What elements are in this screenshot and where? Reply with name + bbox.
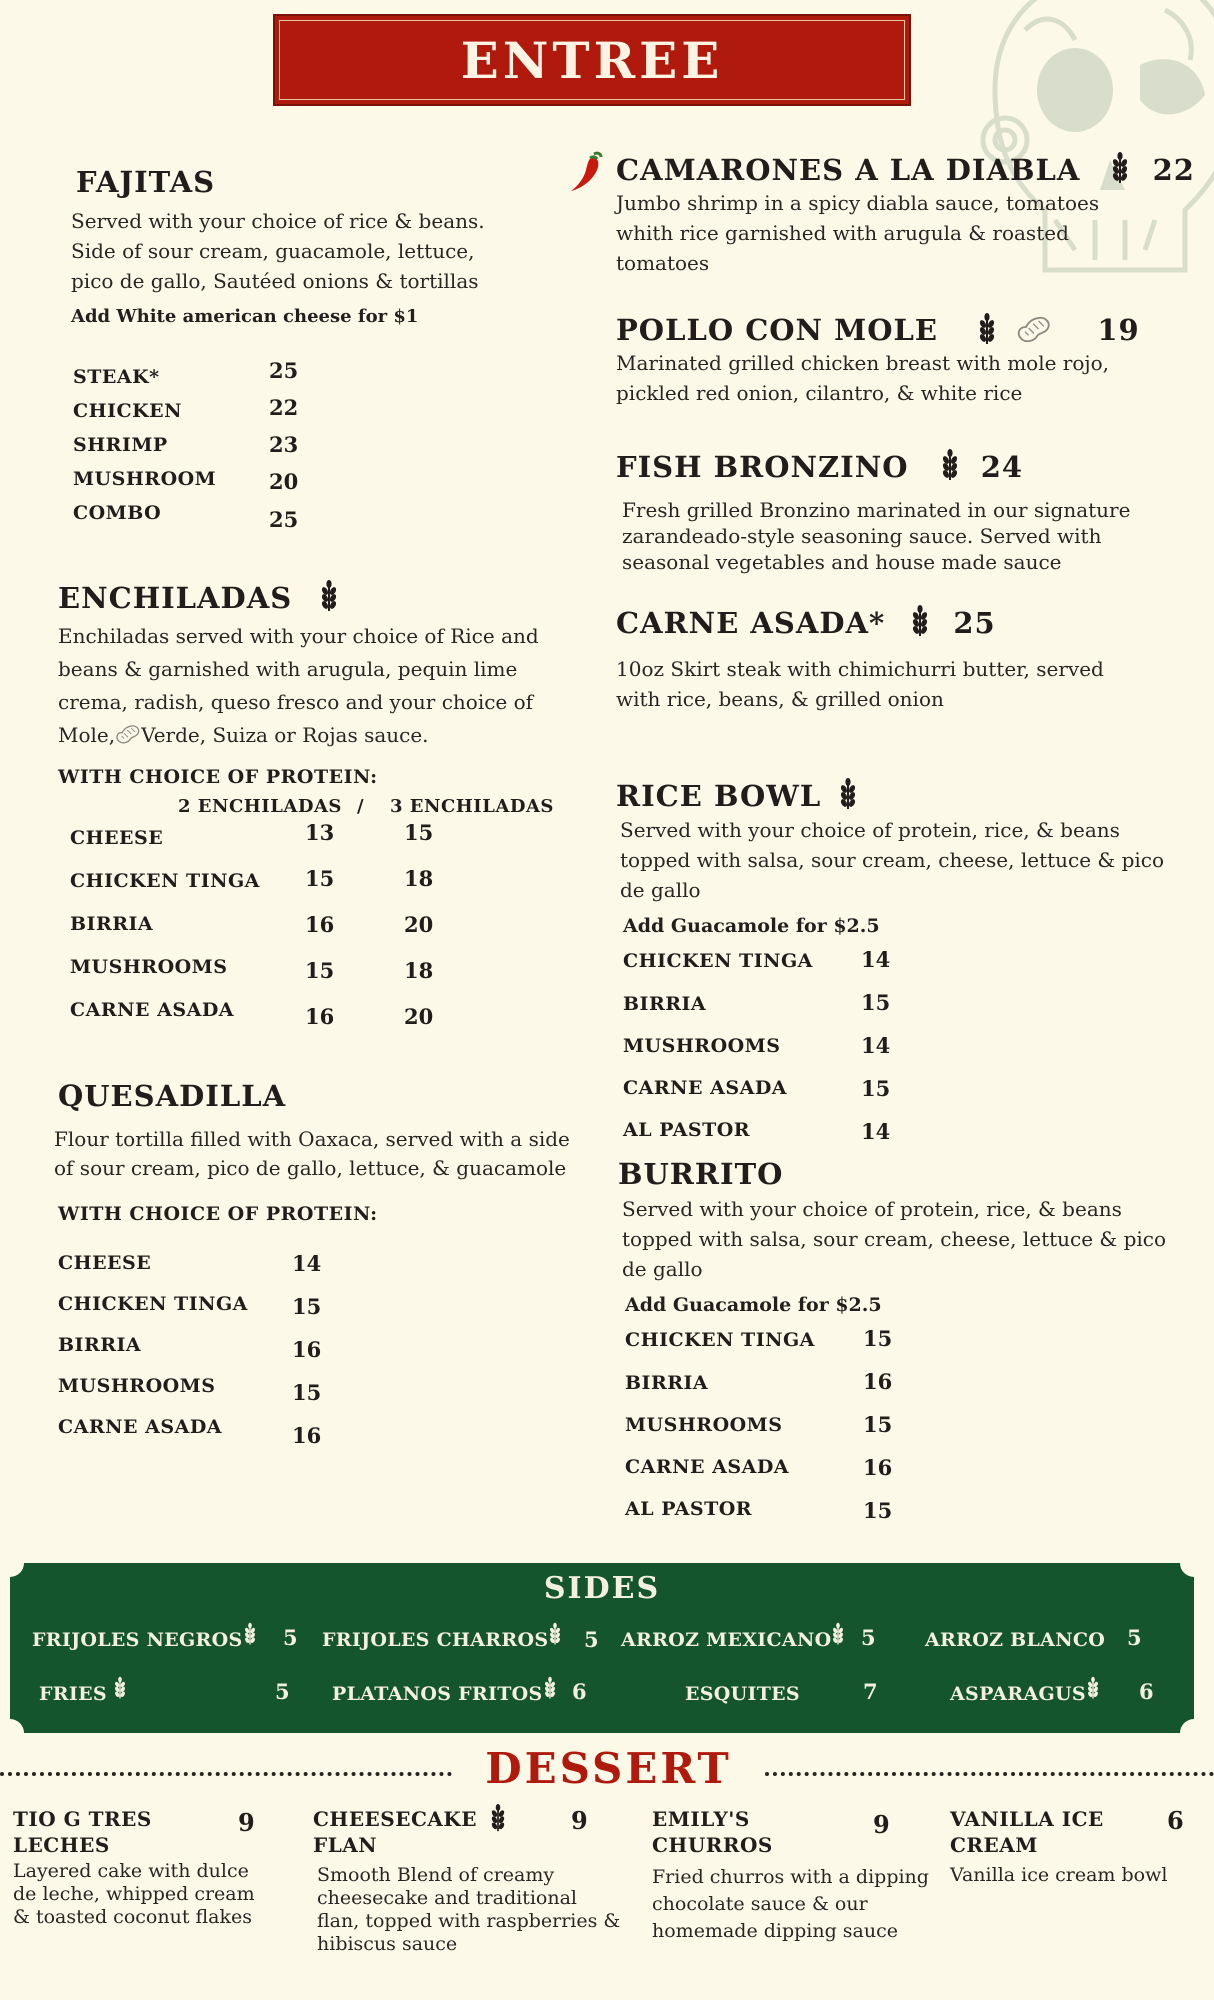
fajitas-addon: Add White american cheese for $1 <box>71 306 419 327</box>
entree-title: ENTREE <box>460 30 724 90</box>
dessert-desc-line: flan, topped with raspberries & <box>317 1910 621 1932</box>
dessert-item <box>950 1806 1190 1888</box>
carne-desc-line: 10oz Skirt steak with chimichurri butter, served <box>616 657 1104 681</box>
rice-bowl-item-price: 15 <box>861 990 891 1015</box>
quesadilla-item-price: 16 <box>292 1423 322 1448</box>
dessert-name-line: FLAN <box>313 1833 378 1857</box>
fajitas-item-name: SHRIMP <box>73 434 168 456</box>
enchiladas-price-2: 13 <box>305 820 335 845</box>
dessert-desc-line: chocolate sauce & our <box>652 1893 868 1915</box>
sides-title: SIDES <box>543 1571 661 1606</box>
enchiladas-price-2: 15 <box>305 958 335 983</box>
side-item-name: ARROZ MEXICANO <box>621 1629 832 1651</box>
fajitas-desc-line: Side of sour cream, guacamole, lettuce, <box>71 239 475 263</box>
quesadilla-item-name: CARNE ASADA <box>58 1416 223 1438</box>
enchiladas-price-3: 18 <box>404 866 434 891</box>
rice-bowl-description <box>620 815 1164 905</box>
side-item <box>322 1629 562 1651</box>
rice-bowl-item-price: 14 <box>861 1033 891 1058</box>
rice-bowl-item-name: CHICKEN TINGA <box>623 950 813 972</box>
enchiladas-item-name: BIRRIA <box>70 913 154 935</box>
side-item-name: FRIJOLES CHARROS <box>322 1629 549 1651</box>
camarones-title <box>616 153 1195 187</box>
camarones-title-text: CAMARONES A LA DIABLA <box>616 153 1081 187</box>
rice-bowl-item-name: AL PASTOR <box>623 1119 751 1141</box>
camarones-price: 22 <box>1152 153 1195 187</box>
fajitas-item-price: 22 <box>269 395 299 420</box>
wheat-icon <box>940 449 960 481</box>
pollo-description <box>616 348 1109 408</box>
wheat-icon <box>489 1804 507 1832</box>
dessert-name-line: VANILLA ICE <box>950 1807 1104 1831</box>
enchiladas-desc-sauces: Verde, Suiza or Rojas sauce. <box>141 723 429 747</box>
side-price: 7 <box>863 1679 878 1704</box>
burrito-item-name: BIRRIA <box>625 1372 709 1394</box>
camarones-desc-line: tomatoes <box>616 251 710 275</box>
side-item <box>685 1683 800 1705</box>
dessert-price: 9 <box>571 1806 588 1835</box>
enchiladas-desc-line: crema, radish, queso fresco and your choice of <box>58 690 534 714</box>
side-item <box>32 1629 257 1651</box>
fajitas-description <box>71 206 485 296</box>
dessert-price: 6 <box>1167 1806 1184 1835</box>
burrito-desc-line: Served with your choice of protein, rice, & beans <box>622 1197 1122 1221</box>
enchiladas-desc-line: Enchiladas served with your choice of Rice and <box>58 624 539 648</box>
dessert-description <box>13 1860 303 1929</box>
side-item-name: FRIJOLES NEGROS <box>32 1629 243 1651</box>
rice-bowl-title-text: RICE BOWL <box>616 779 822 813</box>
rice-bowl-desc-line: de gallo <box>620 878 701 902</box>
enchiladas-title <box>58 581 339 615</box>
quesadilla-item-price: 15 <box>292 1294 322 1319</box>
dessert-divider-left <box>0 1772 452 1776</box>
enchiladas-col-3: 3 ENCHILADAS <box>390 796 554 817</box>
fajitas-item-name: COMBO <box>73 502 162 524</box>
panel-corner <box>1180 1719 1208 1747</box>
pollo-price: 19 <box>1097 313 1140 347</box>
side-price: 5 <box>283 1625 298 1650</box>
side-item <box>925 1629 1105 1651</box>
carne-title <box>616 606 996 640</box>
fajitas-item-name: STEAK* <box>73 366 160 388</box>
side-price: 5 <box>861 1625 876 1650</box>
enchiladas-item-name: CARNE ASADA <box>70 999 235 1021</box>
quesadilla-item-price: 16 <box>292 1337 322 1362</box>
fish-title-text: FISH BRONZINO <box>616 450 909 484</box>
dessert-desc-line: homemade dipping sauce <box>652 1920 899 1942</box>
burrito-item-name: CHICKEN TINGA <box>625 1329 815 1351</box>
dessert-desc-line: & toasted coconut flakes <box>13 1906 253 1928</box>
rice-bowl-title <box>616 779 858 813</box>
wheat-icon <box>977 313 997 345</box>
dessert-desc-line: Layered cake with dulce <box>13 1860 249 1882</box>
quesadilla-desc-line: of sour cream, pico de gallo, lettuce, & guacamole <box>54 1156 567 1180</box>
burrito-desc-line: topped with salsa, sour cream, cheese, lettuce & pico <box>622 1227 1167 1251</box>
side-price: 5 <box>1127 1625 1142 1650</box>
enchiladas-price-2: 15 <box>305 866 335 891</box>
burrito-description <box>622 1194 1166 1284</box>
rice-bowl-item-name: CARNE ASADA <box>623 1077 788 1099</box>
side-item <box>621 1629 845 1651</box>
fajitas-item-name: MUSHROOM <box>73 468 217 490</box>
peanut-icon <box>1016 313 1052 345</box>
burrito-title: BURRITO <box>618 1157 784 1191</box>
side-item <box>39 1683 127 1705</box>
dessert-desc-line: de leche, whipped cream <box>13 1883 255 1905</box>
rice-bowl-item-name: BIRRIA <box>623 993 707 1015</box>
side-item <box>332 1683 557 1705</box>
side-item <box>950 1683 1100 1705</box>
wheat-icon <box>113 1676 127 1700</box>
quesadilla-item-price: 15 <box>292 1380 322 1405</box>
enchiladas-col-sep: / <box>357 796 365 817</box>
fish-desc-line: seasonal vegetables and house made sauce <box>622 550 1062 574</box>
dessert-name <box>950 1806 1190 1858</box>
quesadilla-description <box>54 1125 570 1183</box>
burrito-item-name: CARNE ASADA <box>625 1456 790 1478</box>
side-item-name: ASPARAGUS <box>950 1683 1086 1705</box>
wheat-icon <box>831 1622 845 1646</box>
quesadilla-item-name: CHEESE <box>58 1252 152 1274</box>
enchiladas-item-name: CHICKEN TINGA <box>70 870 260 892</box>
wheat-icon <box>543 1676 557 1700</box>
enchiladas-item-name: CHEESE <box>70 827 164 849</box>
carne-title-text: CARNE ASADA* <box>616 606 886 640</box>
quesadilla-desc-line: Flour tortilla filled with Oaxaca, served with a side <box>54 1127 570 1151</box>
rice-bowl-item-name: MUSHROOMS <box>623 1035 781 1057</box>
dessert-description <box>652 1864 942 1945</box>
rice-bowl-item-price: 15 <box>861 1076 891 1101</box>
wheat-icon <box>243 1622 257 1646</box>
fajitas-desc-line: Served with your choice of rice & beans. <box>71 209 485 233</box>
panel-corner <box>0 1719 24 1747</box>
dessert-price: 9 <box>238 1808 255 1837</box>
quesadilla-protein-label: WITH CHOICE OF PROTEIN: <box>58 1203 378 1225</box>
rice-bowl-item-price: 14 <box>861 1119 891 1144</box>
carne-desc-line: with rice, beans, & grilled onion <box>616 687 944 711</box>
enchiladas-col-2: 2 ENCHILADAS <box>178 796 342 817</box>
wheat-icon <box>548 1622 562 1646</box>
camarones-desc-line: Jumbo shrimp in a spicy diabla sauce, tomatoes <box>616 191 1100 215</box>
carne-price: 25 <box>953 606 996 640</box>
fajitas-item-name: CHICKEN <box>73 400 182 422</box>
side-item-name: FRIES <box>39 1683 107 1705</box>
dessert-name-line: CHURROS <box>652 1833 773 1857</box>
dessert-name <box>652 1806 942 1858</box>
fish-description <box>622 497 1130 575</box>
enchiladas-price-3: 15 <box>404 820 434 845</box>
dessert-name-text: CHEESECAKE <box>313 1807 478 1831</box>
dessert-name-line: CREAM <box>950 1833 1038 1857</box>
sides-panel <box>10 1563 1194 1733</box>
side-item-name: ESQUITES <box>685 1683 800 1705</box>
side-price: 5 <box>584 1627 599 1652</box>
pollo-title-text: POLLO CON MOLE <box>616 313 939 347</box>
quesadilla-item-name: MUSHROOMS <box>58 1375 216 1397</box>
burrito-desc-line: de gallo <box>622 1257 703 1281</box>
pollo-desc-line: Marinated grilled chicken breast with mole rojo, <box>616 351 1109 375</box>
fish-desc-line: zarandeado-style seasoning sauce. Served with <box>622 524 1102 548</box>
pollo-title <box>616 313 1140 347</box>
rice-bowl-item-price: 14 <box>861 947 891 972</box>
enchiladas-price-3: 20 <box>404 912 434 937</box>
fish-price: 24 <box>980 450 1024 484</box>
enchiladas-desc-line <box>58 719 539 752</box>
burrito-item-price: 15 <box>863 1326 893 1351</box>
wheat-icon <box>319 580 339 612</box>
rice-bowl-desc-line: Served with your choice of protein, rice, & beans <box>620 818 1120 842</box>
dessert-description <box>950 1862 1190 1888</box>
dessert-desc-line: hibiscus sauce <box>317 1933 458 1955</box>
side-price: 6 <box>1139 1679 1154 1704</box>
dessert-desc-line: Fried churros with a dipping <box>652 1866 929 1888</box>
enchiladas-description <box>58 620 539 752</box>
dessert-desc-line: Vanilla ice cream bowl <box>950 1864 1168 1886</box>
camarones-desc-line: whith rice garnished with arugula & roasted <box>616 221 1069 245</box>
dessert-item <box>13 1806 303 1929</box>
burrito-item-price: 16 <box>863 1455 893 1480</box>
wheat-icon <box>1086 1676 1100 1700</box>
rice-bowl-desc-line: topped with salsa, sour cream, cheese, lettuce & pico <box>620 848 1165 872</box>
enchiladas-price-3: 18 <box>404 958 434 983</box>
burrito-addon: Add Guacamole for $2.5 <box>625 1294 882 1316</box>
quesadilla-item-price: 14 <box>292 1251 322 1276</box>
burrito-item-price: 15 <box>863 1498 893 1523</box>
carne-description <box>616 654 1104 714</box>
burrito-item-price: 16 <box>863 1369 893 1394</box>
enchiladas-protein-label: WITH CHOICE OF PROTEIN: <box>58 766 378 788</box>
dessert-title: DESSERT <box>485 1744 732 1793</box>
peanut-icon <box>115 722 141 746</box>
enchiladas-price-2: 16 <box>305 1004 335 1029</box>
entree-banner <box>273 14 911 106</box>
dessert-description <box>313 1864 633 1956</box>
dessert-desc-line: Smooth Blend of creamy <box>317 1864 555 1886</box>
dessert-name-line: TIO G TRES <box>13 1807 152 1831</box>
fish-desc-line: Fresh grilled Bronzino marinated in our signature <box>622 498 1131 522</box>
pollo-desc-line: pickled red onion, cilantro, & white rice <box>616 381 1023 405</box>
fish-title <box>616 450 1023 484</box>
quesadilla-item-name: BIRRIA <box>58 1334 142 1356</box>
dessert-desc-line: cheesecake and traditional <box>317 1887 577 1909</box>
dessert-name-line: LECHES <box>13 1833 110 1857</box>
burrito-item-name: MUSHROOMS <box>625 1414 783 1436</box>
quesadilla-title: QUESADILLA <box>58 1079 287 1113</box>
chili-pepper-icon <box>568 148 604 194</box>
side-price: 5 <box>275 1679 290 1704</box>
rice-bowl-addon: Add Guacamole for $2.5 <box>623 915 880 937</box>
fajitas-desc-line: pico de gallo, Sautéed onions & tortillas <box>71 269 479 293</box>
fajitas-item-price: 25 <box>269 507 299 532</box>
burrito-item-name: AL PASTOR <box>625 1498 753 1520</box>
enchiladas-item-name: MUSHROOMS <box>70 956 228 978</box>
enchiladas-desc-line: beans & garnished with arugula, pequin lime <box>58 657 518 681</box>
dessert-price: 9 <box>873 1810 890 1839</box>
wheat-icon <box>838 778 858 810</box>
burrito-item-price: 15 <box>863 1412 893 1437</box>
quesadilla-item-name: CHICKEN TINGA <box>58 1293 248 1315</box>
dessert-name-line: EMILY'S <box>652 1807 750 1831</box>
fajitas-item-price: 23 <box>269 432 299 457</box>
enchiladas-desc-mole: Mole, <box>58 723 116 747</box>
enchiladas-title-text: ENCHILADAS <box>58 581 293 615</box>
camarones-description <box>616 188 1099 278</box>
fajitas-title: FAJITAS <box>76 165 216 199</box>
side-item-name: ARROZ BLANCO <box>925 1629 1106 1651</box>
dessert-name <box>13 1806 303 1858</box>
wheat-icon <box>910 605 930 637</box>
enchiladas-price-2: 16 <box>305 912 335 937</box>
dessert-divider-right <box>765 1772 1214 1776</box>
enchiladas-price-3: 20 <box>404 1004 434 1029</box>
fajitas-item-price: 20 <box>269 469 299 494</box>
side-item-name: PLATANOS FRITOS <box>332 1683 543 1705</box>
dessert-item <box>652 1806 942 1945</box>
wheat-icon <box>1110 152 1130 184</box>
fajitas-item-price: 25 <box>269 358 299 383</box>
side-price: 6 <box>572 1679 587 1704</box>
